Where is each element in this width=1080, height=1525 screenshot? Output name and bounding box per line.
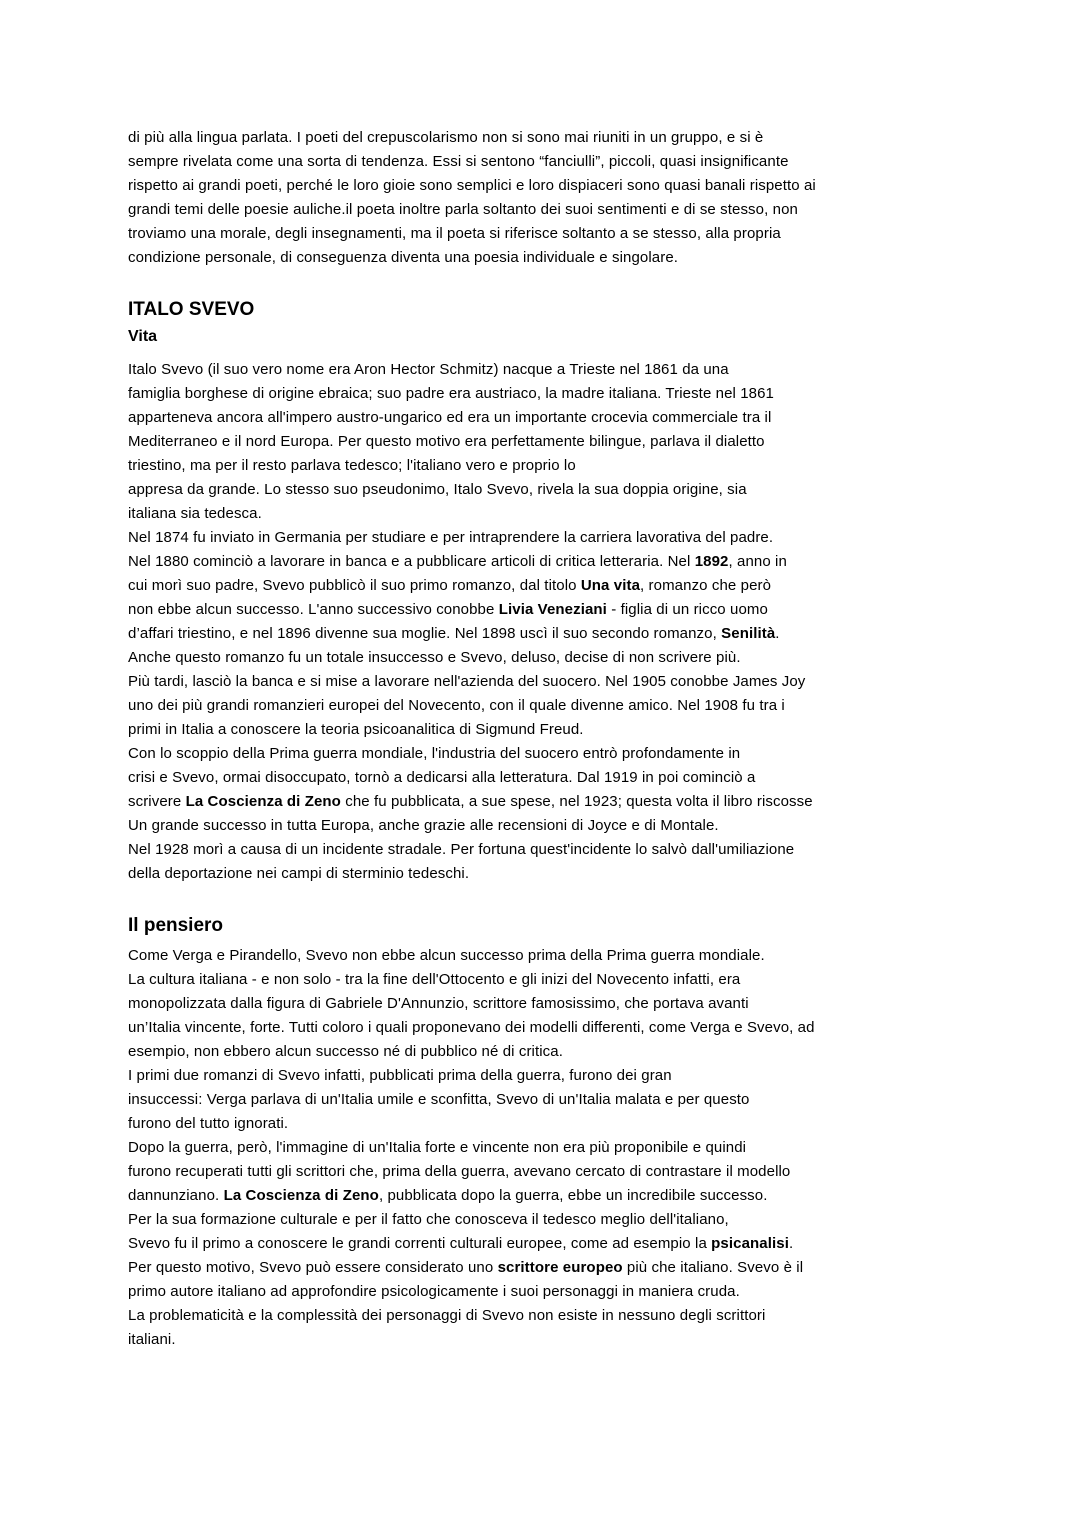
text-line bbox=[128, 406, 980, 430]
text-run: I primi due romanzi di Svevo infatti, pubblicati prima della guerra, furono dei gran bbox=[128, 1067, 672, 1084]
text-run: Per questo motivo, Svevo può essere considerato uno bbox=[128, 1259, 498, 1276]
bold-text-run: La Coscienza di Zeno bbox=[223, 1187, 379, 1204]
text-run: famiglia borghese di origine ebraica; suo padre era austriaco, la madre italiana. Trieste nel 1861 bbox=[128, 385, 775, 402]
text-run: La problematicità e la complessità dei personaggi di Svevo non esiste in nessuno degli scrittori bbox=[128, 1307, 766, 1324]
text-run: Mediterraneo e il nord Europa. Per questo motivo era perfettamente bilingue, parlava il dialetto bbox=[128, 433, 765, 450]
text-line bbox=[128, 718, 980, 742]
text-line bbox=[128, 862, 980, 886]
text-line bbox=[128, 150, 980, 174]
text-run: insuccessi: Verga parlava di un'Italia umile e sconfitta, Svevo di un'Italia malata e per questo bbox=[128, 1091, 750, 1108]
text-run: condizione personale, di conseguenza diventa una poesia individuale e singolare. bbox=[128, 249, 679, 266]
text-line bbox=[128, 622, 980, 646]
text-line bbox=[128, 766, 980, 790]
text-line bbox=[128, 1016, 980, 1040]
text-line bbox=[128, 1232, 980, 1256]
text-run: sempre rivelata come una sorta di tendenza. Essi si sentono “fanciulli”, piccoli, quasi insignificante bbox=[128, 153, 789, 170]
text-line bbox=[128, 1160, 980, 1184]
text-run: Nel 1874 fu inviato in Germania per studiare e per intraprendere la carriera lavorativa del padre. bbox=[128, 529, 774, 546]
text-run: Per la sua formazione culturale e per il fatto che conosceva il tedesco meglio dell'italiano, bbox=[128, 1211, 729, 1228]
text-line bbox=[128, 430, 980, 454]
text-run: , pubblicata dopo la guerra, ebbe un incredibile successo. bbox=[378, 1187, 768, 1204]
text-run: esempio, non ebbero alcun successo né di pubblico né di critica. bbox=[128, 1043, 563, 1060]
text-line bbox=[128, 246, 980, 270]
text-run: Come Verga e Pirandello, Svevo non ebbe alcun successo prima della Prima guerra mondiale. bbox=[128, 947, 765, 964]
text-run: grandi temi delle poesie auliche.il poeta inoltre parla soltanto dei suoi sentimenti e di se stesso, non bbox=[128, 201, 798, 218]
text-run: Con lo scoppio della Prima guerra mondiale, l'industria del suocero entrò profondamente in bbox=[128, 745, 741, 762]
text-run: monopolizzata dalla figura di Gabriele D'Annunzio, scrittore famosissimo, che portava avanti bbox=[128, 995, 749, 1012]
text-run: di più alla lingua parlata. I poeti del crepuscolarismo non si sono mai riuniti in un gruppo, e si è bbox=[128, 129, 764, 146]
bold-text-run: Una vita bbox=[580, 577, 641, 594]
text-run: , anno in bbox=[728, 553, 787, 570]
bold-text-run: Senilità bbox=[721, 625, 776, 642]
text-run: della deportazione nei campi di sterminio tedeschi. bbox=[128, 865, 470, 882]
text-run: scrivere bbox=[128, 793, 186, 810]
text-line bbox=[128, 790, 980, 814]
text-line bbox=[128, 358, 980, 382]
text-run: rispetto ai grandi poeti, perché le loro gioie sono semplici e loro dispiaceri sono quasi banali rispetto ai bbox=[128, 177, 816, 194]
text-line bbox=[128, 814, 980, 838]
text-line bbox=[128, 222, 980, 246]
section-heading: Il pensiero bbox=[128, 915, 224, 936]
text-line bbox=[128, 598, 980, 622]
text-run: Un grande successo in tutta Europa, anche grazie alle recensioni di Joyce e di Montale. bbox=[128, 817, 719, 834]
text-line bbox=[128, 1256, 980, 1280]
text-run: . bbox=[788, 1235, 794, 1252]
text-line bbox=[128, 174, 980, 198]
text-run: Nel 1928 morì a causa di un incidente stradale. Per fortuna quest'incidente lo salvò dall'umiliazione bbox=[128, 841, 795, 858]
bold-text-run: psicanalisi bbox=[711, 1235, 789, 1252]
bold-text-run: scrittore europeo bbox=[497, 1259, 623, 1276]
text-line bbox=[128, 382, 980, 406]
text-line bbox=[128, 1040, 980, 1064]
text-line bbox=[128, 1280, 980, 1304]
text-run: italiana sia tedesca. bbox=[128, 505, 262, 522]
bold-text-run: La Coscienza di Zeno bbox=[185, 793, 341, 810]
text-run: più che italiano. Svevo è il bbox=[622, 1259, 804, 1276]
text-line bbox=[128, 198, 980, 222]
text-run: non ebbe alcun successo. L'anno successivo conobbe bbox=[128, 601, 499, 618]
text-line bbox=[128, 526, 980, 550]
text-line bbox=[128, 478, 980, 502]
section-heading: ITALO SVEVO bbox=[128, 299, 255, 320]
text-run: Dopo la guerra, però, l'immagine di un'Italia forte e vincente non era più proponibile e quindi bbox=[128, 1139, 747, 1156]
text-line bbox=[128, 646, 980, 670]
text-run: un’Italia vincente, forte. Tutti coloro i quali proponevano dei modelli differenti, come Verga e Svevo, ad bbox=[128, 1019, 815, 1036]
text-line bbox=[128, 454, 980, 478]
text-run: d’affari triestino, e nel 1896 divenne sua moglie. Nel 1898 uscì il suo secondo romanzo, bbox=[128, 625, 722, 642]
text-run: Più tardi, lasciò la banca e si mise a lavorare nell'azienda del suocero. Nel 1905 conobbe James Joy bbox=[128, 673, 806, 690]
text-line bbox=[128, 838, 980, 862]
text-run: dannunziano. bbox=[128, 1187, 224, 1204]
text-run: La cultura italiana - e non solo - tra la fine dell'Ottocento e gli inizi del Novecento infatti, era bbox=[128, 971, 741, 988]
text-run: . bbox=[775, 625, 780, 642]
text-line bbox=[128, 992, 980, 1016]
text-line bbox=[128, 944, 980, 968]
text-run: apparteneva ancora all'impero austro-ungarico ed era un importante crocevia commerciale tra il bbox=[128, 409, 772, 426]
text-run: uno dei più grandi romanzieri europei del Novecento, con il quale divenne amico. Nel 1908 fu tra i bbox=[128, 697, 785, 714]
text-run: appresa da grande. Lo stesso suo pseudonimo, Italo Svevo, rivela la sua doppia origine, sia bbox=[128, 481, 747, 498]
paragraph bbox=[128, 126, 980, 270]
text-line bbox=[128, 126, 980, 150]
text-run: primo autore italiano ad approfondire psicologicamente i suoi personaggi in maniera cruda. bbox=[128, 1283, 740, 1300]
bold-text-run: 1892 bbox=[694, 553, 729, 570]
text-line bbox=[128, 1184, 980, 1208]
text-run: , romanzo che però bbox=[640, 577, 772, 594]
text-run: troviamo una morale, degli insegnamenti, ma il poeta si riferisce soltanto a se stesso, alla propria bbox=[128, 225, 781, 242]
text-run: furono recuperati tutti gli scrittori che, prima della guerra, avevano cercato di contrastare il modello bbox=[128, 1163, 791, 1180]
text-line bbox=[128, 1064, 980, 1088]
text-run: Italo Svevo (il suo vero nome era Aron Hector Schmitz) nacque a Trieste nel 1861 da una bbox=[128, 361, 729, 378]
text-run: che fu pubblicata, a sue spese, nel 1923; questa volta il libro riscosse bbox=[340, 793, 813, 810]
text-line bbox=[128, 1136, 980, 1160]
text-line bbox=[128, 502, 980, 526]
text-run: cui morì suo padre, Svevo pubblicò il suo primo romanzo, dal titolo bbox=[128, 577, 581, 594]
text-run: triestino, ma per il resto parlava tedesco; l'italiano vero e proprio lo bbox=[128, 457, 576, 474]
text-run: crisi e Svevo, ormai disoccupato, tornò a dedicarsi alla letteratura. Dal 1919 in poi cominciò a bbox=[128, 769, 756, 786]
text-line bbox=[128, 1112, 980, 1136]
text-line bbox=[128, 968, 980, 992]
text-run: Nel 1880 cominciò a lavorare in banca e a pubblicare articoli di critica letteraria. Nel bbox=[128, 553, 695, 570]
text-run: primi in Italia a conoscere la teoria psicoanalitica di Sigmund Freud. bbox=[128, 721, 584, 738]
text-run: Anche questo romanzo fu un totale insuccesso e Svevo, deluso, decise di non scrivere più. bbox=[128, 649, 741, 666]
bold-text-run: Livia Veneziani bbox=[498, 601, 607, 618]
text-line bbox=[128, 1208, 980, 1232]
text-line bbox=[128, 550, 980, 574]
text-line bbox=[128, 1328, 980, 1352]
text-line bbox=[128, 1304, 980, 1328]
text-run: - figlia di un ricco uomo bbox=[606, 601, 768, 618]
text-run: Svevo fu il primo a conoscere le grandi correnti culturali europee, come ad esempio la bbox=[128, 1235, 712, 1252]
text-run: furono del tutto ignorati. bbox=[128, 1115, 289, 1132]
text-line bbox=[128, 1088, 980, 1112]
paragraph bbox=[128, 358, 980, 886]
text-line bbox=[128, 742, 980, 766]
paragraph bbox=[128, 944, 980, 1352]
subsection-heading: Vita bbox=[128, 328, 158, 345]
text-line bbox=[128, 574, 980, 598]
text-line bbox=[128, 670, 980, 694]
text-run: italiani. bbox=[128, 1331, 176, 1348]
text-line bbox=[128, 694, 980, 718]
